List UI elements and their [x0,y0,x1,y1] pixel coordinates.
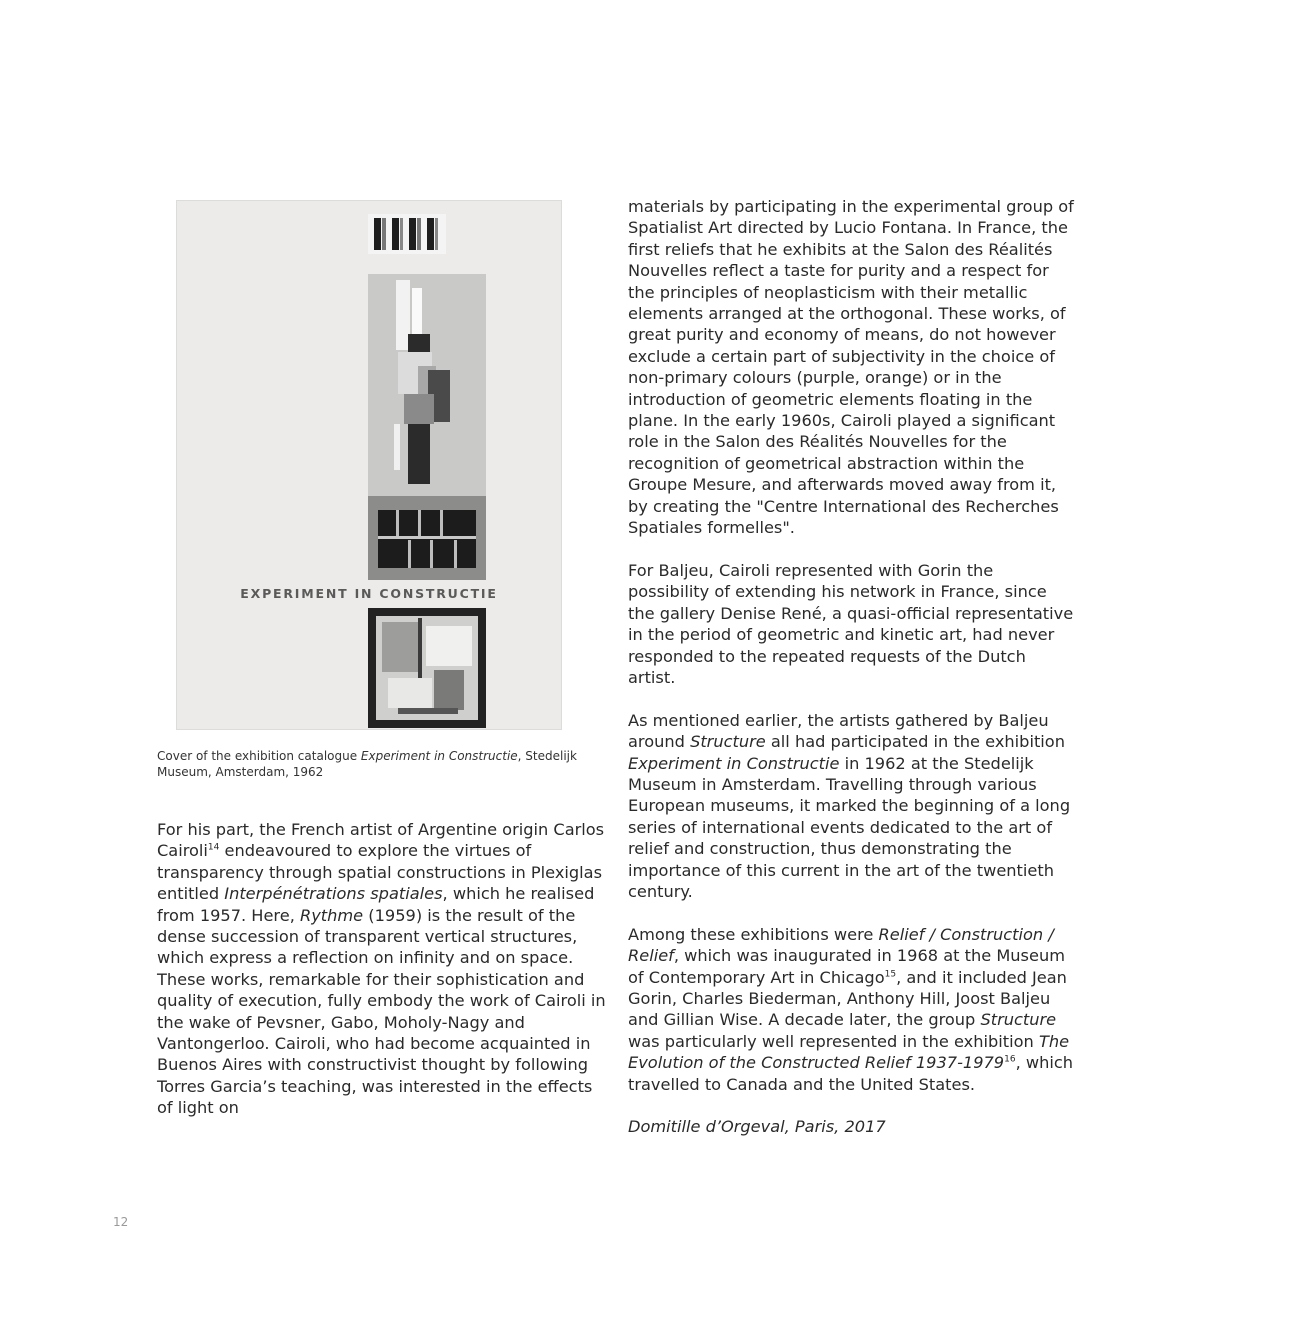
exhibition-title: Experiment in Constructie [628,753,840,773]
text-run: As mentioned earlier, the artists gathered by Baljeu around [628,710,1049,752]
right-text-column [628,196,1078,1159]
text-run: endeavoured to explore the virtues of transparency through spatial constructions in Plexiglas entitled [157,841,603,904]
paragraph [628,710,1078,903]
text-run: all had participated in the exhibition [765,732,1065,752]
text-run: , and it included Jean Gorin, Charles Biederman, Anthony Hill, Joost Baljeu and Gillian Wise. A decade later, the group [628,967,1067,1030]
group-name: Structure [980,1010,1057,1030]
author-signature: Domitille d’Orgeval, Paris, 2017 [628,1117,886,1137]
group-name: Structure [690,732,766,752]
text-run: For his part, the French artist of Argentine origin Carlos Cairoli [157,820,605,861]
footnote-ref-14: 14 [207,843,220,854]
catalogue-cover-image [176,200,562,730]
artwork-title: Interpénétrations spatiales [224,884,443,904]
cover-dark-panel [368,496,486,580]
text-run: was particularly well represented in the exhibition [628,1031,1039,1051]
cover-stripe-panel [368,214,446,254]
paragraph [628,924,1078,1095]
footnote-ref-16: 16 [1004,1054,1016,1065]
left-text-column [157,819,607,1140]
text-run: Among these exhibitions were [628,924,879,944]
cover-bottom-panel [368,608,486,728]
artwork-title: Rythme [299,905,364,925]
caption-text-end: , Stedelijk Museum, Amsterdam, 1962 [157,749,577,779]
text-run: , which was inaugurated in 1968 at the Museum of Contemporary Art in Chicago [628,946,1065,987]
footnote-ref-15: 15 [884,969,897,980]
paragraph: materials by participating in the experimental group of Spatialist Art directed by Lucio Fontana. In France, the first reliefs that he exhibits at the Salon des Réalités Nouvelles reflect a taste for purity and a respect for the principles of neoplasticism with their metallic elements arranged at the orthogonal. These works, of great purity and economy of means, do not however exclude a certain part of subjectivity in the choice of non-primary colours (purple, orange) or in the introduction of geometric elements floating in the plane. In the early 1960s, Cairoli played a significant role in the Salon des Réalités Nouvelles for the recognition of geometrical abstraction within the Groupe Mesure, and afterwards moved away from it, by creating the "Centre International des Recherches Spatiales formelles". [628,197,1074,538]
figure-caption [157,748,587,780]
text-run: , which he realised from 1957. Here, [157,884,595,925]
text-run: (1959) is the result of the dense succession of transparent vertical structures, which express a reflection on infinity and on space. These works, remarkable for their sophistication and quality of execution, fully embody the work of Cairoli in the wake of Pevsner, Gabo, Moholy-Nagy and Vantongerloo. Cairoli, who had become acquainted in Buenos Aires with constructivist thought by following Torres Garcia’s teaching, was interested in the effects of light on [157,905,606,1118]
caption-text-start: Cover of the exhibition catalogue [157,749,361,763]
paragraph [157,819,607,1119]
cover-title: EXPERIMENT IN CONSTRUCTIE [240,586,498,601]
exhibition-title: The Evolution of the Constructed Relief 1937-1979 [628,1031,1070,1073]
exhibition-title: Relief / Construction / Relief [628,924,1054,966]
text-run: in 1962 at the Stedelijk Museum in Amsterdam. Travelling through various European museums, it marked the beginning of a long series of international events dedicated to the art of relief and construction, thus demonstrating the importance of this current in the art of the twentieth century. [628,753,1071,901]
page-number: 12 [113,1215,129,1229]
text-run: , which travelled to Canada and the United States. [628,1053,1074,1094]
paragraph: For Baljeu, Cairoli represented with Gorin the possibility of extending his network in France, since the gallery Denise René, a quasi-official representative in the period of geometric and kinetic art, had never responded to the repeated requests of the Dutch artist. [628,560,1074,687]
caption-catalogue-title: Experiment in Constructie [360,749,518,763]
cover-relief-panel [368,274,486,496]
